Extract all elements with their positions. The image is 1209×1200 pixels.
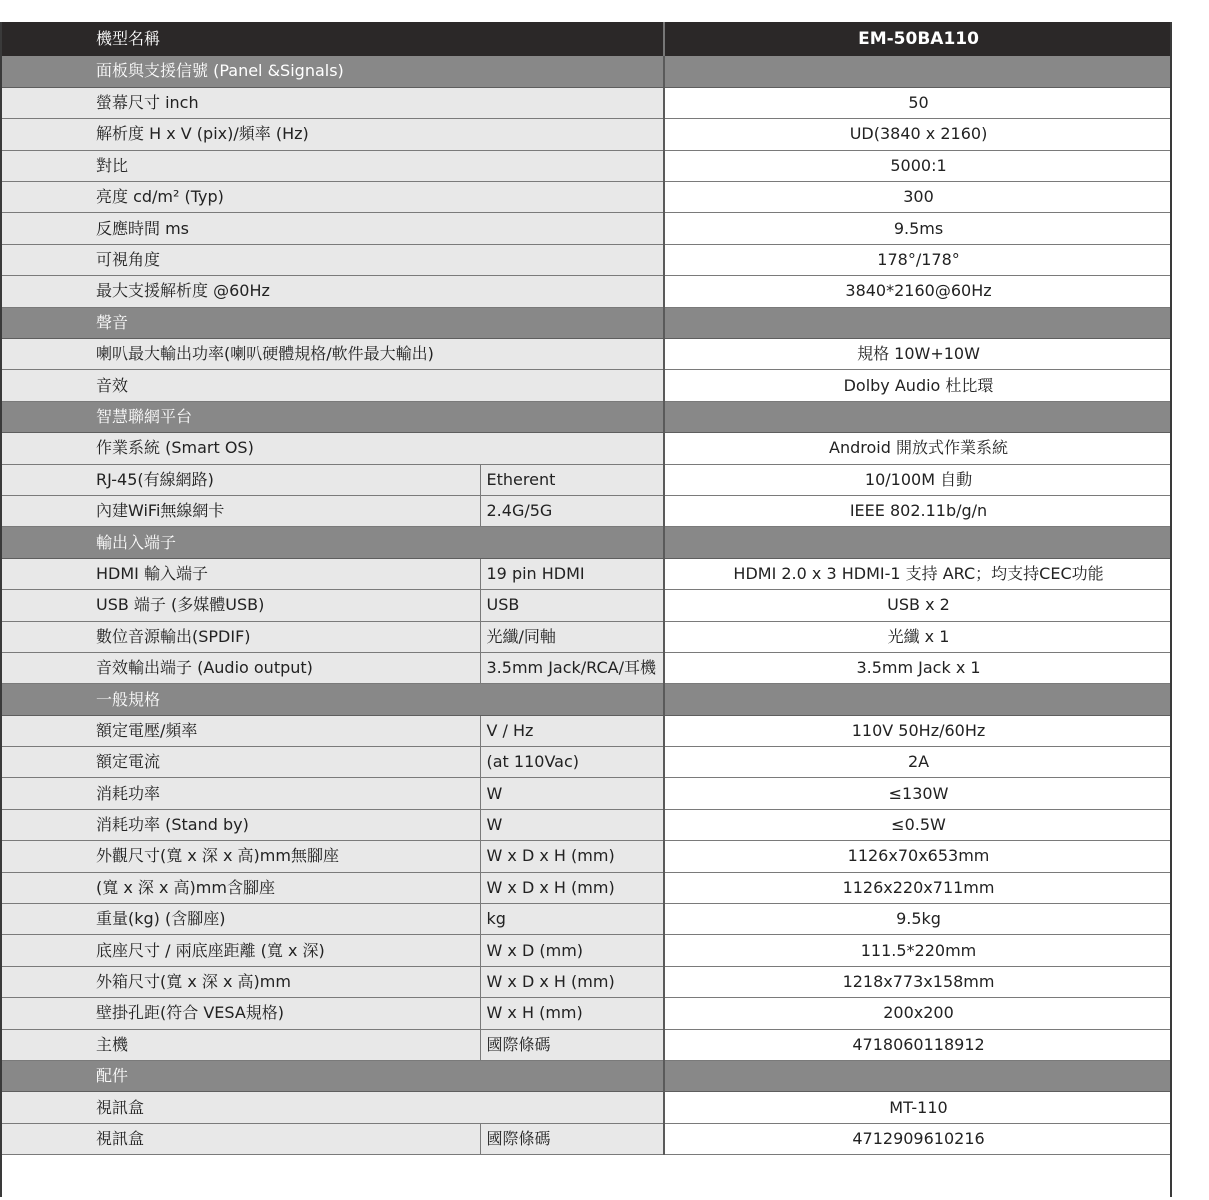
spec-value: 50: [664, 87, 1172, 118]
section-row: [2, 56, 1172, 87]
spec-unit: 光纖/同軸: [480, 621, 664, 652]
spec-unit: (at 110Vac): [480, 747, 664, 778]
spec-value: 300: [664, 182, 1172, 213]
section-value-blank: [664, 527, 1172, 558]
spec-name: 底座尺寸 / 兩底座距離 (寬 x 深): [2, 935, 480, 966]
table-right-border: [1170, 22, 1172, 1197]
spec-name: 重量(kg) (含腳座): [2, 904, 480, 935]
spec-value: 1126x220x711mm: [664, 872, 1172, 903]
spec-name: 數位音源輸出(SPDIF): [2, 621, 480, 652]
spec-value: MT-110: [664, 1092, 1172, 1123]
spec-row: [2, 652, 1172, 683]
spec-value: 110V 50Hz/60Hz: [664, 715, 1172, 746]
section-value-blank: [664, 401, 1172, 432]
spec-row: [2, 150, 1172, 181]
section-title: 面板與支援信號 (Panel &Signals): [2, 56, 664, 87]
spec-name: 音效輸出端子 (Audio output): [2, 652, 480, 683]
spec-unit: W x H (mm): [480, 998, 664, 1029]
spec-row: [2, 370, 1172, 401]
spec-value: ≤0.5W: [664, 809, 1172, 840]
spec-value: 1126x70x653mm: [664, 841, 1172, 872]
spec-name: RJ-45(有線網路): [2, 464, 480, 495]
header-label: 機型名稱: [2, 22, 664, 56]
spec-unit: 2.4G/5G: [480, 495, 664, 526]
spec-name: 亮度 cd/m² (Typ): [2, 182, 664, 213]
model-name: EM-50BA110: [664, 22, 1172, 56]
spec-row: [2, 966, 1172, 997]
section-row: [2, 1061, 1172, 1092]
spec-row: [2, 778, 1172, 809]
spec-unit: USB: [480, 590, 664, 621]
spec-unit: kg: [480, 904, 664, 935]
spec-row: [2, 339, 1172, 370]
section-row: [2, 527, 1172, 558]
section-value-blank: [664, 307, 1172, 338]
section-title: 智慧聯網平台: [2, 401, 664, 432]
spec-table: [2, 22, 1172, 1155]
spec-name: 外箱尺寸(寬 x 深 x 高)mm: [2, 966, 480, 997]
spec-unit: V / Hz: [480, 715, 664, 746]
spec-unit: 19 pin HDMI: [480, 558, 664, 589]
spec-name: 壁掛孔距(符合 VESA規格): [2, 998, 480, 1029]
spec-value: 3840*2160@60Hz: [664, 276, 1172, 307]
section-row: [2, 307, 1172, 338]
spec-unit: 3.5mm Jack/RCA/耳機: [480, 652, 664, 683]
spec-row: [2, 841, 1172, 872]
spec-row: [2, 558, 1172, 589]
spec-name: HDMI 輸入端子: [2, 558, 480, 589]
spec-value: Dolby Audio 杜比環: [664, 370, 1172, 401]
spec-row: [2, 87, 1172, 118]
spec-value: 111.5*220mm: [664, 935, 1172, 966]
section-value-blank: [664, 1061, 1172, 1092]
spec-row: [2, 809, 1172, 840]
spec-unit: W x D x H (mm): [480, 841, 664, 872]
spec-row: [2, 276, 1172, 307]
spec-unit: W: [480, 809, 664, 840]
spec-table-body: [2, 22, 1172, 1155]
spec-name: 主機: [2, 1029, 480, 1060]
spec-row: [2, 244, 1172, 275]
section-value-blank: [664, 56, 1172, 87]
spec-name: 視訊盒: [2, 1092, 664, 1123]
spec-value: ≤130W: [664, 778, 1172, 809]
section-title: 配件: [2, 1061, 664, 1092]
spec-name: 螢幕尺寸 inch: [2, 87, 664, 118]
spec-value: HDMI 2.0 x 3 HDMI-1 支持 ARC；均支持CEC功能: [664, 558, 1172, 589]
spec-value: Android 開放式作業系統: [664, 433, 1172, 464]
spec-name: USB 端子 (多媒體USB): [2, 590, 480, 621]
spec-unit: 國際條碼: [480, 1029, 664, 1060]
spec-name: 可視角度: [2, 244, 664, 275]
spec-row: [2, 935, 1172, 966]
spec-row: [2, 747, 1172, 778]
section-value-blank: [664, 684, 1172, 715]
spec-name: 解析度 H x V (pix)/頻率 (Hz): [2, 119, 664, 150]
section-row: [2, 684, 1172, 715]
spec-name: 對比: [2, 150, 664, 181]
spec-value: 光纖 x 1: [664, 621, 1172, 652]
spec-name: 內建WiFi無線網卡: [2, 495, 480, 526]
spec-value: 3.5mm Jack x 1: [664, 652, 1172, 683]
spec-unit: Etherent: [480, 464, 664, 495]
spec-value: 4712909610216: [664, 1123, 1172, 1154]
spec-value: USB x 2: [664, 590, 1172, 621]
spec-name: 外觀尺寸(寬 x 深 x 高)mm無腳座: [2, 841, 480, 872]
spec-name: 額定電流: [2, 747, 480, 778]
spec-row: [2, 1092, 1172, 1123]
spec-value: 10/100M 自動: [664, 464, 1172, 495]
spec-name: 視訊盒: [2, 1123, 480, 1154]
spec-row: [2, 904, 1172, 935]
spec-value: 200x200: [664, 998, 1172, 1029]
spec-row: [2, 495, 1172, 526]
spec-name: 最大支援解析度 @60Hz: [2, 276, 664, 307]
spec-unit: W x D x H (mm): [480, 872, 664, 903]
spec-name: 反應時間 ms: [2, 213, 664, 244]
spec-value: 1218x773x158mm: [664, 966, 1172, 997]
section-row: [2, 401, 1172, 432]
section-title: 聲音: [2, 307, 664, 338]
spec-row: [2, 213, 1172, 244]
spec-value: 5000:1: [664, 150, 1172, 181]
spec-row: [2, 433, 1172, 464]
spec-row: [2, 998, 1172, 1029]
spec-unit: 國際條碼: [480, 1123, 664, 1154]
spec-row: [2, 715, 1172, 746]
spec-value: 4718060118912: [664, 1029, 1172, 1060]
spec-row: [2, 590, 1172, 621]
spec-value: 9.5kg: [664, 904, 1172, 935]
section-title: 一般規格: [2, 684, 664, 715]
spec-row: [2, 464, 1172, 495]
spec-row: [2, 1029, 1172, 1060]
spec-value: UD(3840 x 2160): [664, 119, 1172, 150]
spec-row: [2, 621, 1172, 652]
spec-unit: W: [480, 778, 664, 809]
spec-unit: W x D x H (mm): [480, 966, 664, 997]
spec-name: 消耗功率 (Stand by): [2, 809, 480, 840]
spec-unit: W x D (mm): [480, 935, 664, 966]
spec-value: IEEE 802.11b/g/n: [664, 495, 1172, 526]
spec-name: 喇叭最大輸出功率(喇叭硬體規格/軟件最大輸出): [2, 339, 664, 370]
spec-value: 2A: [664, 747, 1172, 778]
spec-row: [2, 1123, 1172, 1154]
spec-name: 作業系統 (Smart OS): [2, 433, 664, 464]
spec-name: (寬 x 深 x 高)mm含腳座: [2, 872, 480, 903]
header-row: [2, 22, 1172, 56]
spec-value: 9.5ms: [664, 213, 1172, 244]
spec-value: 178°/178°: [664, 244, 1172, 275]
spec-value: 規格 10W+10W: [664, 339, 1172, 370]
spec-name: 額定電壓/頻率: [2, 715, 480, 746]
spec-row: [2, 182, 1172, 213]
spec-row: [2, 872, 1172, 903]
section-title: 輸出入端子: [2, 527, 664, 558]
spec-name: 音效: [2, 370, 664, 401]
spec-row: [2, 119, 1172, 150]
spec-name: 消耗功率: [2, 778, 480, 809]
